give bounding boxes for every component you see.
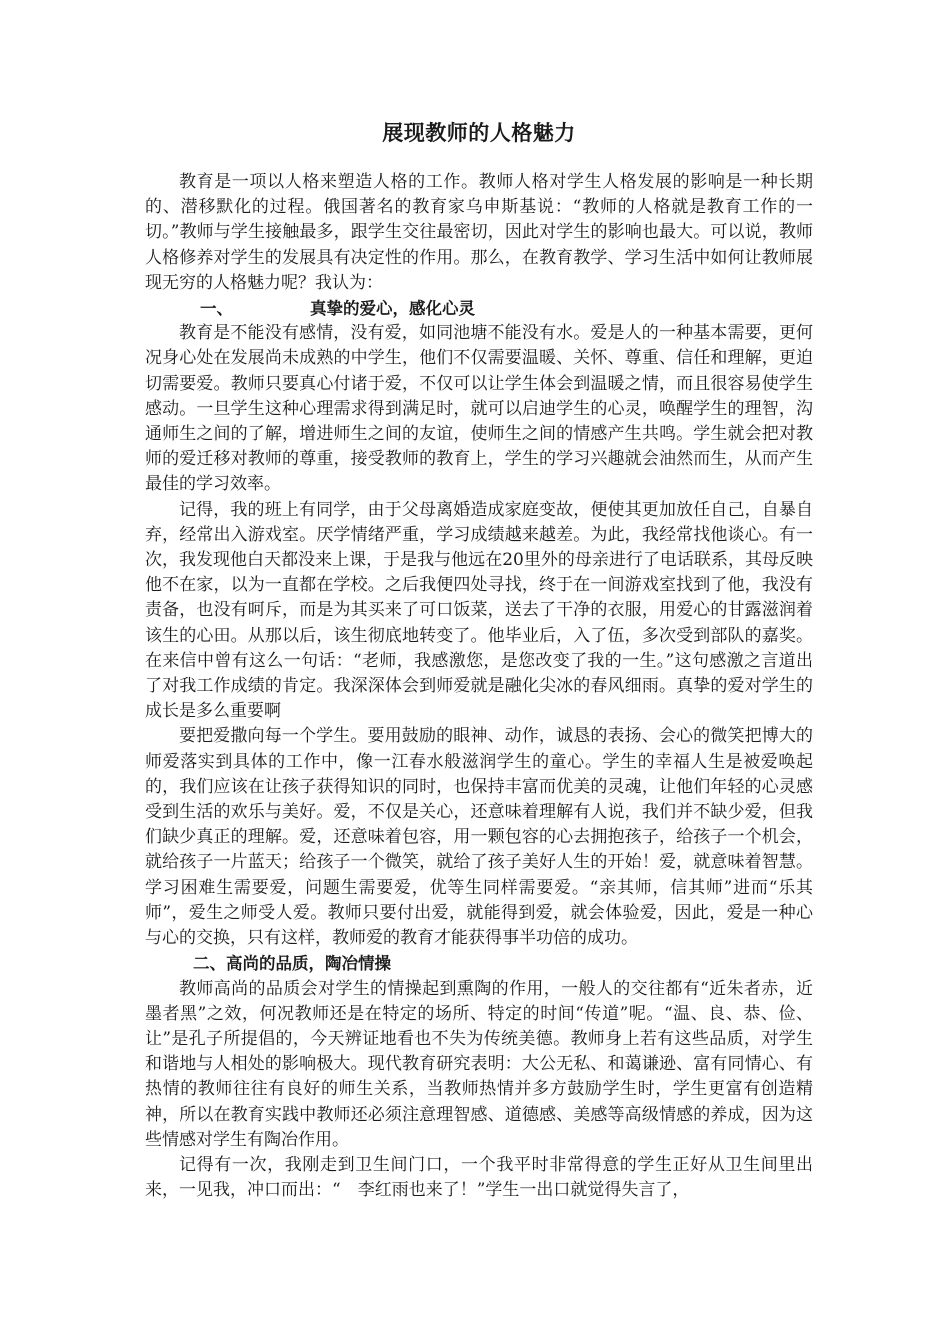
section-1-paragraph: 教育是不能没有感情，没有爱，如同池塘不能没有水。爱是人的一种基本需要，更何况身心处在发展尚未成熟的中学生，他们不仅需要温暖、关怀、尊重、信任和理解，更迫切需要爱。教师只要真心付诸于爱，不仅可以让学生体会到温暖之情，而且很容易使学生感动。一旦学生这种心理需求得到满足时，就可以启迪学生的心灵，唤醒学生的理智，沟通师生之间的了解，增进师生之间的友谊，使师生之间的情感产生共鸣。学生就会把对教师的爱迁移对教师的尊重，接受教师的教育上，学生的学习兴趣就会油然而生，从而产生最佳的学习效率。 [145, 323, 813, 495]
section-1-title: 真挚的爱心，感化心灵 [310, 299, 475, 319]
section-1-paragraph: 记得，我的班上有同学，由于父母离婚造成家庭变故，便使其更加放任自己，自暴自弃，经常出入游戏室。厌学情绪严重，学习成绩越来越差。为此，我经常找他谈心。有一次，我发现他白天都没来上课，于是我与他远在20里外的母亲进行了电话联系，其母反映他不在家，以为一直都在学校。之后我便四处寻找，终于在一间游戏室找到了他，我没有责备，也没有呵斥，而是为其买来了可口饭菜，送去了干净的衣服，用爱心的甘露滋润着该生的心田。从那以后，该生彻底地转变了。他毕业后，入了伍，多次受到部队的嘉奖。在来信中曾有这么一句话：“老师，我感激您，是您改变了我的一生。”这句感激之言道出了对我工作成绩的肯定。我深深体会到师爱就是融化尖冰的春风细雨。真挚的爱对学生的成长是多么重要啊 [145, 499, 813, 722]
section-2-paragraph: 教师高尚的品质会对学生的情操起到熏陶的作用，一般人的交往都有“近朱者赤，近墨者黑”之效，何况教师还是在特定的场所、特定的时间“传道”呢。“温、良、恭、俭、让”是孔子所提倡的，今天辨证地看也不失为传统美德。教师身上若有这些品质，对学生和谐地与人相处的影响极大。现代教育研究表明：大公无私、和蔼谦逊、富有同情心、有热情的教师往往有良好的师生关系，当教师热情并多方鼓励学生时，学生更富有创造精神，所以在教育实践中教师还必须注意理智感、道德感、美感等高级情感的养成，因为这些情感对学生有陶冶作用。 [145, 978, 813, 1150]
section-1-number: 一、 [200, 299, 233, 319]
intro-paragraph: 教育是一项以人格来塑造人格的工作。教师人格对学生人格发展的影响是一种长期的、潜移默化的过程。俄国著名的教育家乌申斯基说：“教师的人格就是教育工作的一切。”教师与学生接触最多，跟学生交往最密切，因此对学生的影响也最大。可以说，教师人格修养对学生的发展具有决定性的作用。那么，在教育教学、学习生活中如何让教师展现无穷的人格魅力呢？我认为： [145, 172, 813, 293]
section-2-heading: 二、高尚的品质，陶冶情操 [193, 954, 391, 974]
document-title: 展现教师的人格魅力 [382, 121, 576, 145]
section-2-paragraph: 记得有一次，我刚走到卫生间门口，一个我平时非常得意的学生正好从卫生间里出来，一见我，冲口而出：“ 李红雨也来了！”学生一出口就觉得失言了， [145, 1154, 813, 1201]
document-body [145, 118, 813, 1203]
section-1-paragraph: 要把爱撒向每一个学生。要用鼓励的眼神、动作，诚恳的表扬、会心的微笑把博大的师爱落实到具体的工作中，像一江春水般滋润学生的童心。学生的幸福人生是被爱唤起的，我们应该在让孩子获得知识的同时，也保持丰富而优美的灵魂，让他们年轻的心灵感受到生活的欢乐与美好。爱，不仅是关心，还意味着理解有人说，我们并不缺少爱，但我们缺少真正的理解。爱，还意味着包容，用一颗包容的心去拥抱孩子，给孩子一个机会，就给孩子一片蓝天；给孩子一个微笑，就给了孩子美好人生的开始！爱，就意味着智慧。学习困难生需要爱，问题生需要爱，优等生同样需要爱。“亲其师，信其师”进而“乐其师”，爱生之师受人爱。教师只要付出爱，就能得到爱，就会体验爱，因此，爱是一种心与心的交换，只有这样，教师爱的教育才能获得事半功倍的成功。 [145, 726, 813, 949]
section-1-heading [145, 296, 813, 321]
